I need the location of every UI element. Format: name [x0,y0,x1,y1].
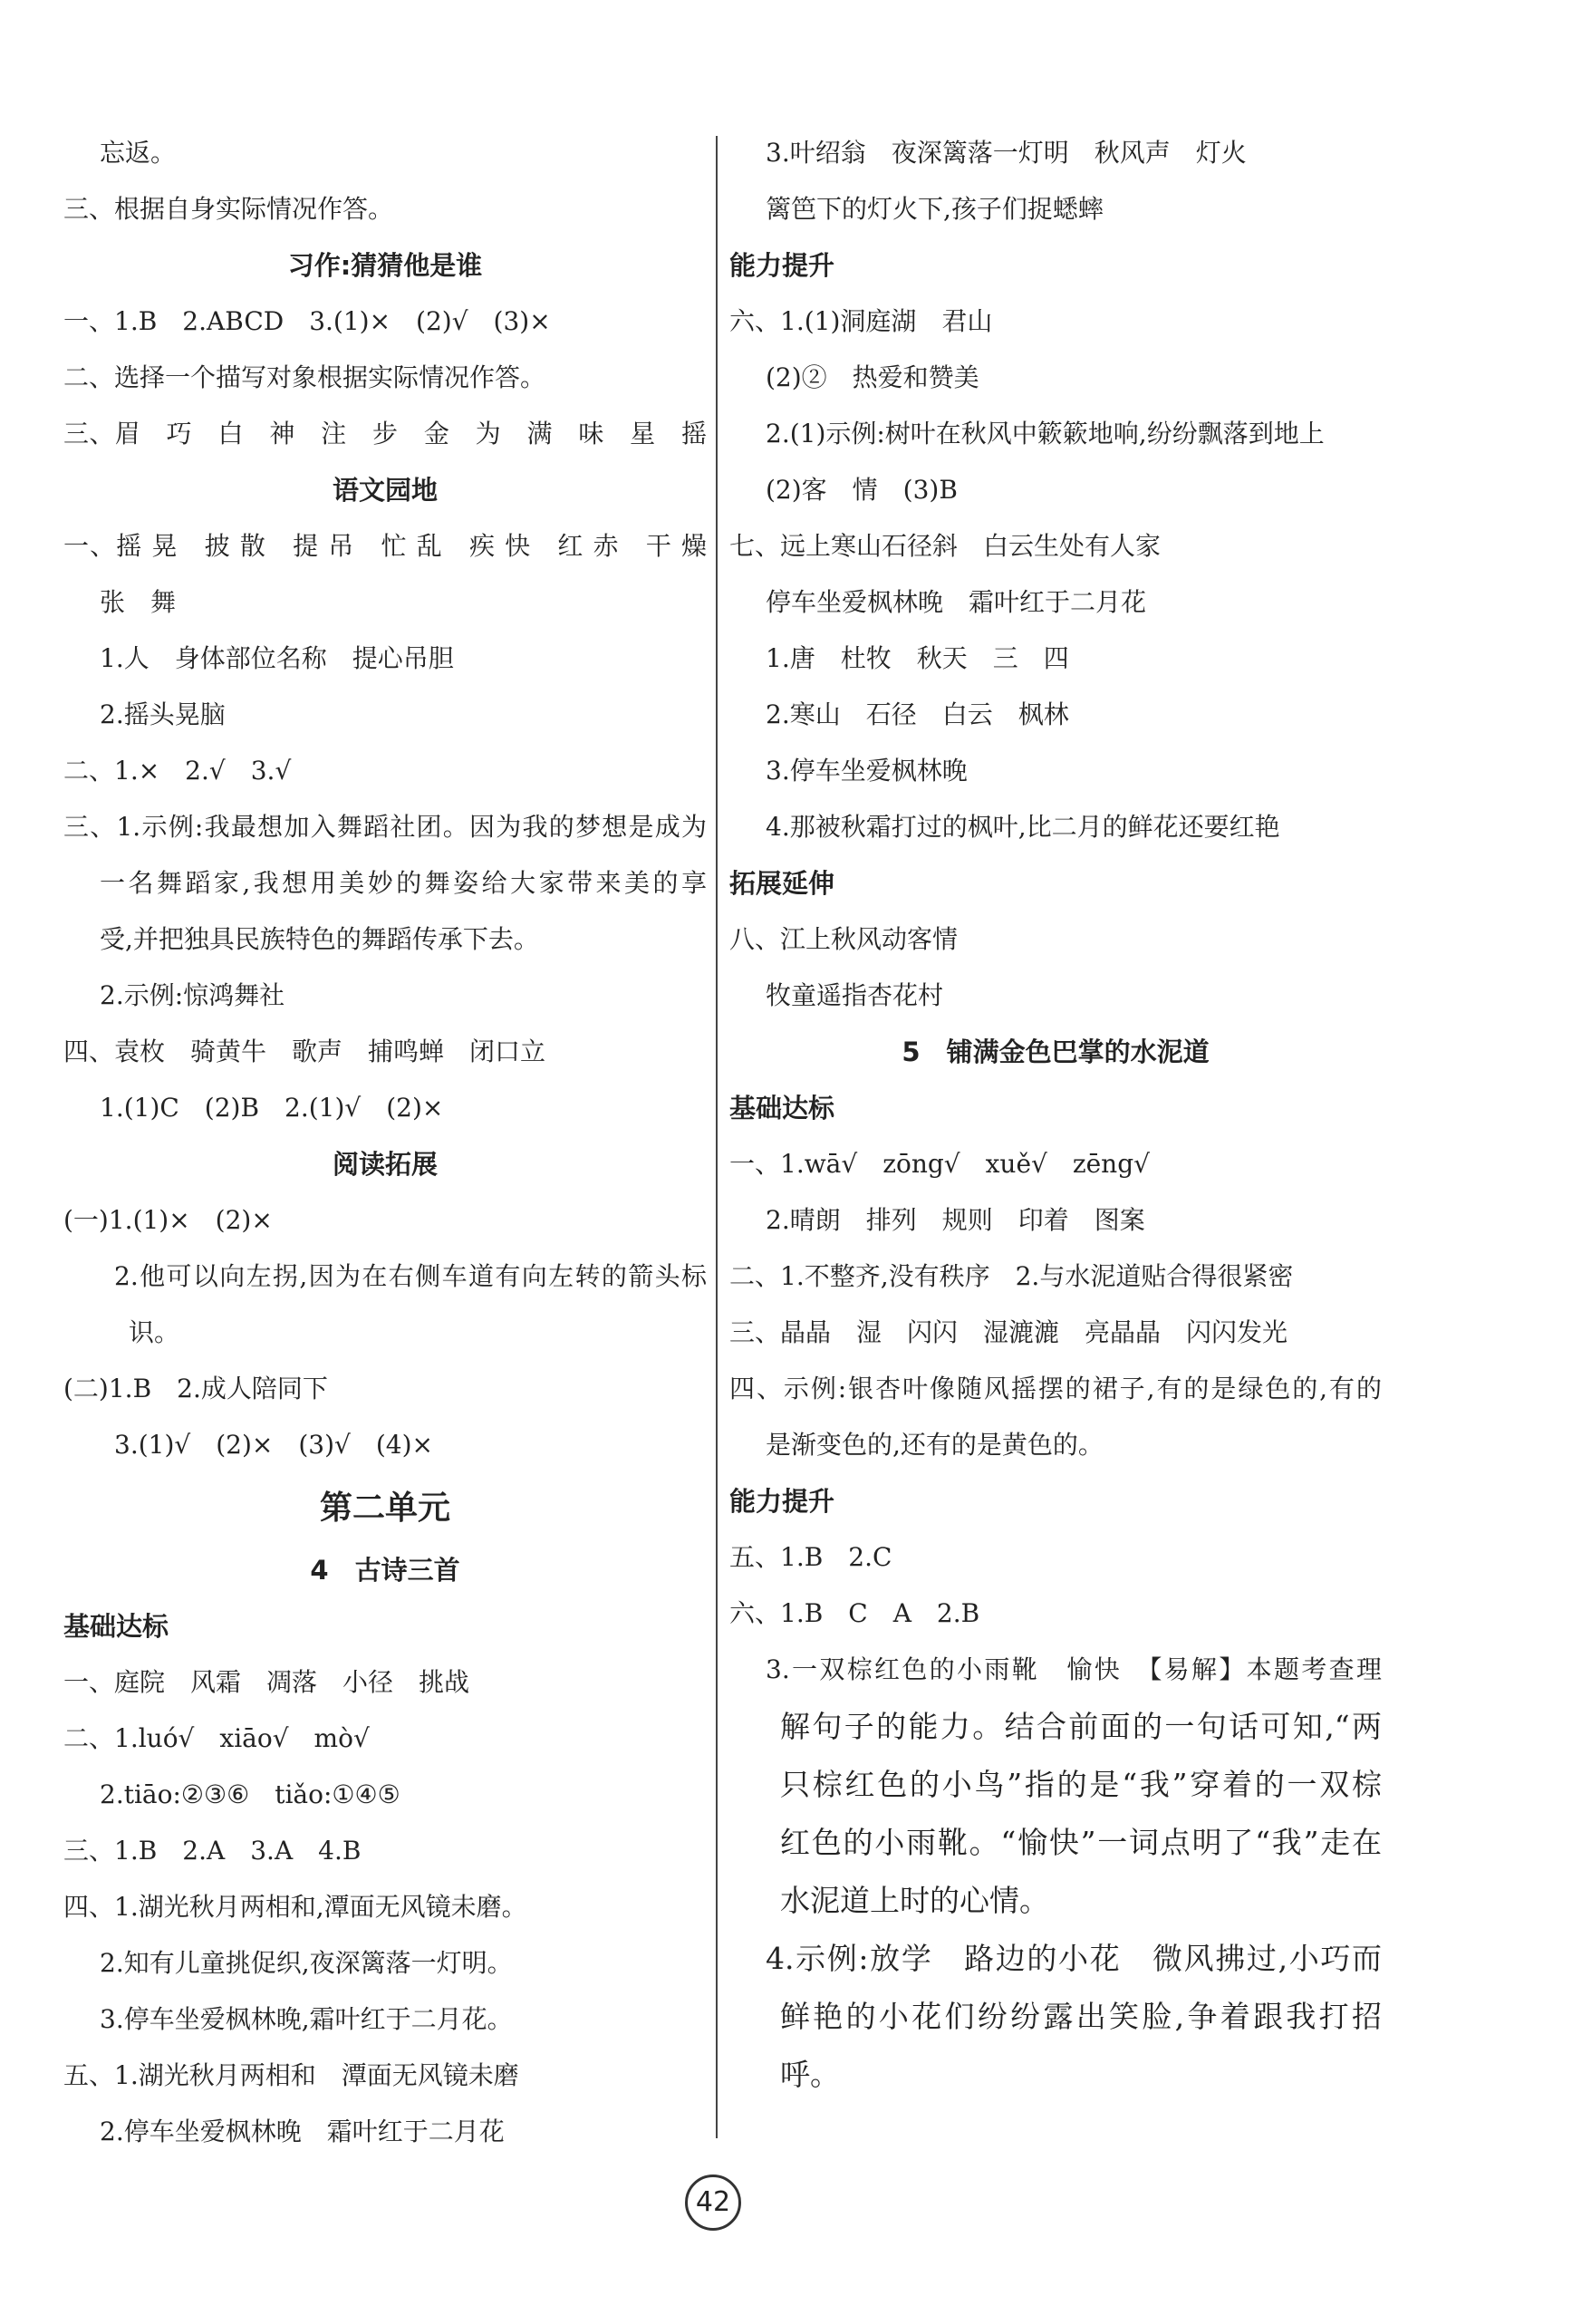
right-text-line: 3.停车坐爱枫林晚 [766,756,968,786]
left-text-line: 2.摇头晃脑 [100,699,226,729]
right-text-line: 基础达标 [729,1093,835,1123]
column-divider [716,136,718,2138]
right-text-line: 能力提升 [729,250,835,281]
left-text-line: 张 舞 [100,587,177,617]
left-text-line: 五、1.湖光秋月两相和 潭面无风镜未磨 [63,2060,519,2090]
right-text-line: 六、1.B C A 2.B [729,1598,980,1628]
left-text-line: 一、庭院 风霜 凋落 小径 挑战 [63,1667,470,1697]
right-text-line: 四、示例:银杏叶像随风摇摆的裙子,有的是绿色的,有的 [729,1374,1382,1403]
right-text-line: 七、远上寒山石径斜 白云生处有人家 [729,531,1162,561]
left-text-line: 2.他可以向左拐,因为在右侧车道有向左转的箭头标 [114,1261,707,1291]
left-text-line: 忘返。 [100,138,177,168]
right-column [729,125,1382,2104]
left-text-line: 2.示例:惊鸿舞社 [100,980,285,1010]
right-text-line: 篱笆下的灯火下,孩子们捉蟋蟀 [766,194,1104,224]
left-text-line: 3.停车坐爱枫林晚,霜叶红于二月花。 [100,2004,513,2034]
left-text-line: 二、1.× 2.√ 3.√ [63,756,292,786]
right-text-line: 拓展延伸 [729,868,835,899]
right-text-line: 1.唐 杜牧 秋天 三 四 [766,643,1069,673]
right-text-line: (2)② 热爱和赞美 [766,362,979,392]
right-text-line: 2.晴朗 排列 规则 印着 图案 [766,1205,1145,1235]
left-text-line: 阅读拓展 [332,1149,438,1180]
right-text-line: 是渐变色的,还有的是黄色的。 [766,1430,1104,1460]
right-text-line: 水泥道上时的心情。 [780,1883,1049,1918]
left-text-line: 基础达标 [63,1611,169,1642]
right-text-line: 一、1.wā√ zōng√ xuě√ zēng√ [729,1149,1150,1179]
left-text-line: 1.(1)C (2)B 2.(1)√ (2)× [100,1093,444,1123]
right-text-line: 2.(1)示例:树叶在秋风中簌簌地响,纷纷飘落到地上 [766,419,1325,448]
left-text-line: 三、眉 巧 白 神 注 步 金 为 满 味 星 摇 [63,419,707,448]
right-text-line: 八、江上秋风动客情 [729,924,959,954]
left-text-line: 习作:猜猜他是谁 [287,250,483,281]
right-text-line: 3.一双棕红色的小雨靴 愉快 【易解】本题考查理 [766,1654,1382,1684]
right-text-line: 5 铺满金色巴掌的水泥道 [902,1037,1210,1067]
right-text-line: 牧童遥指杏花村 [766,980,944,1010]
right-text-line: 呼。 [780,2057,840,2092]
right-text-line: 只棕红色的小鸟”指的是“我”穿着的一双棕 [780,1767,1382,1802]
right-text-line: 3.叶绍翁 夜深篱落一灯明 秋风声 灯火 [766,138,1247,168]
left-text-line: 2.tiāo:②③⑥ tiǎo:①④⑤ [100,1779,400,1809]
right-text-line: (2)客 情 (3)B [766,475,958,505]
left-text-line: 一、1.B 2.ABCD 3.(1)× (2)√ (3)× [63,306,551,336]
left-text-line: 第二单元 [319,1489,450,1527]
left-text-line: 1.人 身体部位名称 提心吊胆 [100,643,454,673]
right-text-line: 三、晶晶 湿 闪闪 湿漉漉 亮晶晶 闪闪发光 [729,1317,1288,1347]
left-text-line: 一、摇 晃 披 散 提 吊 忙 乱 疾 快 红 赤 干 燥 [63,531,707,561]
left-text-line: 2.知有儿童挑促织,夜深篱落一灯明。 [100,1948,513,1978]
left-text-line: 二、选择一个描写对象根据实际情况作答。 [63,362,546,392]
right-text-line: 六、1.(1)洞庭湖 君山 [729,306,993,336]
left-text-line: 三、1.示例:我最想加入舞蹈社团。因为我的梦想是成为 [63,812,707,842]
left-text-line: (二)1.B 2.成人陪同下 [63,1374,328,1403]
right-text-line: 4.那被秋霜打过的枫叶,比二月的鲜花还要红艳 [766,812,1280,842]
left-text-line: 3.(1)√ (2)× (3)√ (4)× [114,1430,433,1460]
left-column [63,125,707,2160]
right-text-line: 4.示例:放学 路边的小花 微风拂过,小巧而 [766,1941,1382,1976]
right-text-line: 鲜艳的小花们纷纷露出笑脸,争着跟我打招 [780,1999,1382,2034]
left-text-line: 二、1.luó√ xiāo√ mò√ [63,1723,370,1753]
page-number: 42 [685,2175,741,2231]
left-text-line: 4 古诗三首 [310,1555,460,1586]
left-text-line: 三、1.B 2.A 3.A 4.B [63,1836,362,1866]
left-text-line: 识。 [129,1317,180,1347]
left-text-line: 语文园地 [332,475,438,506]
left-text-line: 2.停车坐爱枫林晚 霜叶红于二月花 [100,2117,505,2146]
right-text-line: 五、1.B 2.C [729,1542,892,1572]
left-text-line: 三、根据自身实际情况作答。 [63,194,394,224]
right-text-line: 红色的小雨靴。“愉快”一词点明了“我”走在 [780,1825,1382,1860]
left-text-line: (一)1.(1)× (2)× [63,1205,273,1235]
left-text-line: 四、1.湖光秋月两相和,潭面无风镜未磨。 [63,1892,527,1922]
right-text-line: 停车坐爱枫林晚 霜叶红于二月花 [766,587,1147,617]
left-text-line: 一名舞蹈家,我想用美妙的舞姿给大家带来美的享 [100,868,707,898]
left-text-line: 受,并把独具民族特色的舞蹈传承下去。 [100,924,539,954]
left-text-line: 四、袁枚 骑黄牛 歌声 捕鸣蝉 闭口立 [63,1037,546,1066]
right-text-line: 解句子的能力。结合前面的一句话可知,“两 [780,1709,1382,1744]
right-text-line: 能力提升 [729,1486,835,1517]
right-text-line: 二、1.不整齐,没有秩序 2.与水泥道贴合得很紧密 [729,1261,1294,1291]
right-text-line: 2.寒山 石径 白云 枫林 [766,699,1069,729]
